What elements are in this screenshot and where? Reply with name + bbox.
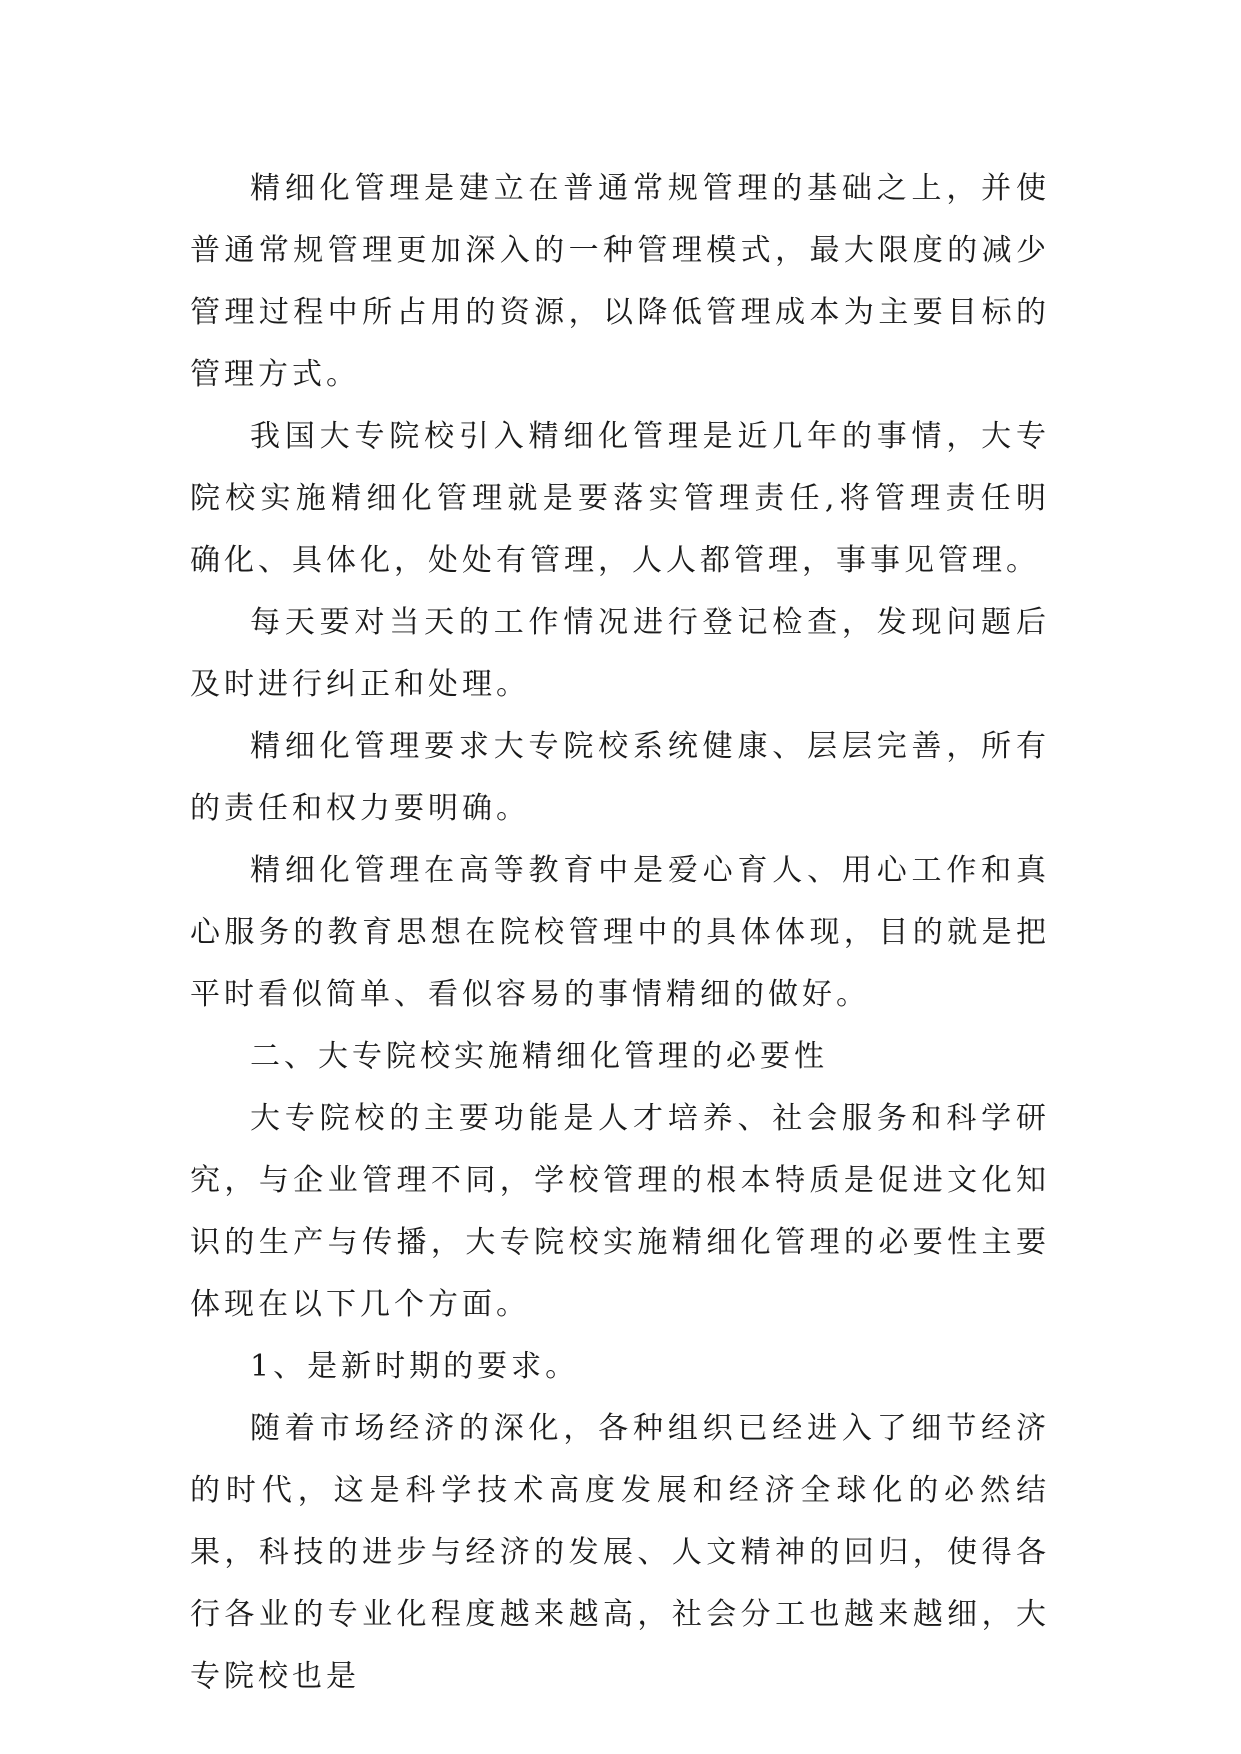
paragraph-2: 我国大专院校引入精细化管理是近几年的事情，大专院校实施精细化管理就是要落实管理责任,将管理责任明确化、具体化，处处有管理，人人都管理，事事见管理。: [190, 419, 1050, 578]
subsection-heading: 1、是新时期的要求。: [250, 1349, 580, 1384]
paragraph-9: 随着市场经济的深化，各种组织已经进入了细节经济的时代，这是科学技术高度发展和经济全球化的必然结果，科技的进步与经济的发展、人文精神的回归，使得各行各业的专业化程度越来越高，社会分工也越来越细，大专院校也是: [190, 1411, 1050, 1694]
paragraph-4: 精细化管理要求大专院校系统健康、层层完善，所有的责任和权力要明确。: [190, 729, 1050, 826]
document-body: [190, 158, 1050, 1708]
paragraph-5: 精细化管理在高等教育中是爱心育人、用心工作和真心服务的教育思想在院校管理中的具体体现，目的就是把平时看似简单、看似容易的事情精细的做好。: [190, 853, 1050, 1012]
paragraph-1: 精细化管理是建立在普通常规管理的基础之上，并使普通常规管理更加深入的一种管理模式，最大限度的减少管理过程中所占用的资源，以降低管理成本为主要目标的管理方式。: [190, 171, 1050, 392]
paragraph-3: 每天要对当天的工作情况进行登记检查，发现问题后及时进行纠正和处理。: [190, 605, 1050, 702]
paragraph-7: 大专院校的主要功能是人才培养、社会服务和科学研究，与企业管理不同，学校管理的根本特质是促进文化知识的生产与传播，大专院校实施精细化管理的必要性主要体现在以下几个方面。: [190, 1101, 1050, 1322]
section-heading: 二、大专院校实施精细化管理的必要性: [250, 1039, 828, 1074]
